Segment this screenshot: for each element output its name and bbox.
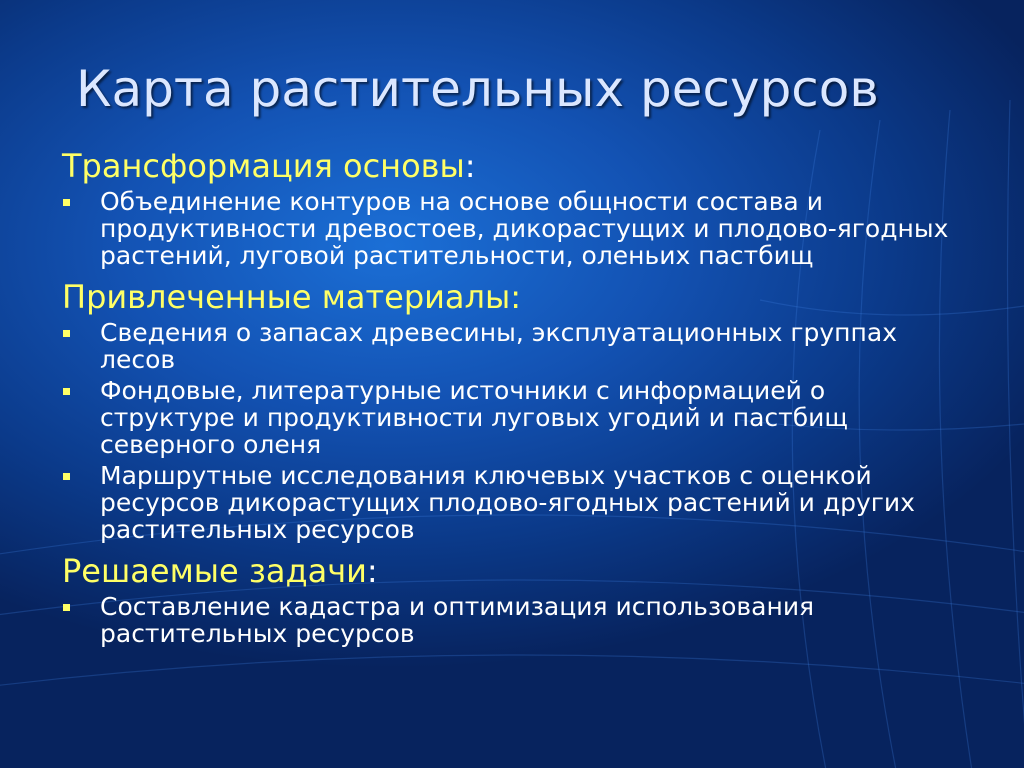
bullet-item xyxy=(62,462,962,543)
section-heading xyxy=(62,277,962,317)
bullet-item xyxy=(62,593,962,647)
bullet-list xyxy=(62,593,962,647)
section-heading xyxy=(62,146,962,186)
heading-colon: : xyxy=(366,552,378,590)
bullet-text: Составление кадастра и оптимизация использования растительных ресурсов xyxy=(100,592,815,648)
section-heading-text: Трансформация основы xyxy=(62,147,465,185)
bullet-text: Маршрутные исследования ключевых участков с оценкой ресурсов дикорастущих плодово-ягодных растений и других растительных ресурсов xyxy=(100,461,915,544)
section-materials xyxy=(62,277,962,543)
section-heading xyxy=(62,551,962,591)
slide-content xyxy=(62,146,962,655)
bullet-list xyxy=(62,319,962,543)
bullet-text: Сведения о запасах древесины, эксплуатационных группах лесов xyxy=(100,318,897,374)
section-tasks xyxy=(62,551,962,647)
section-heading-text: Решаемые задачи xyxy=(62,552,367,590)
bullet-item xyxy=(62,319,962,373)
bullet-list xyxy=(62,188,962,269)
section-heading-text: Привлеченные материалы: xyxy=(62,278,522,316)
bullet-item xyxy=(62,377,962,458)
square-bullet-icon xyxy=(63,604,70,611)
heading-colon: : xyxy=(464,147,476,185)
square-bullet-icon xyxy=(63,473,70,480)
bullet-text: Фондовые, литературные источники с информацией о структуре и продуктивности луговых угодий и пастбищ северного оленя xyxy=(100,376,848,459)
bullet-item xyxy=(62,188,962,269)
bullet-text: Объединение контуров на основе общности состава и продуктивности древостоев, дикорастущих и плодово-ягодных растений, луговой растительности, оленьих пастбищ xyxy=(100,187,949,270)
square-bullet-icon xyxy=(63,199,70,206)
square-bullet-icon xyxy=(63,388,70,395)
square-bullet-icon xyxy=(63,330,70,337)
slide-title: Карта растительных ресурсов xyxy=(76,60,879,118)
section-transformation xyxy=(62,146,962,269)
